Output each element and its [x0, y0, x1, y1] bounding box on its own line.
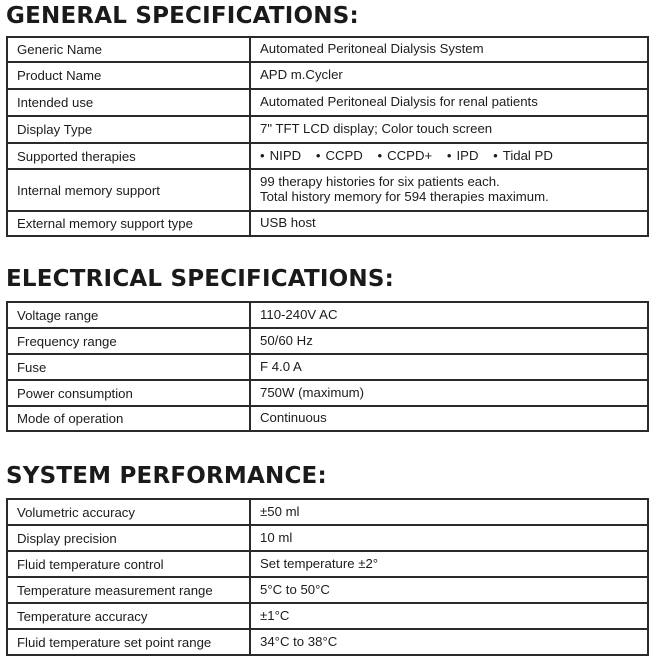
- spec-value: Continuous: [250, 406, 648, 431]
- spec-label: Fluid temperature control: [7, 551, 250, 577]
- spec-label: External memory support type: [7, 211, 250, 236]
- table-row: [7, 406, 648, 431]
- table-row: [7, 143, 648, 169]
- spec-label: Generic Name: [7, 37, 250, 62]
- spec-value: 34°C to 38°C: [250, 629, 648, 655]
- table-row: [7, 211, 648, 236]
- table-row: [7, 525, 648, 551]
- table-row: [7, 302, 648, 328]
- spec-value: USB host: [250, 211, 648, 236]
- spec-label: Internal memory support: [7, 169, 250, 211]
- therapy-item: • IPD: [446, 147, 479, 163]
- spec-label: Voltage range: [7, 302, 250, 328]
- table-row: [7, 37, 648, 62]
- table-row: [7, 629, 648, 655]
- system-performance-heading: SYSTEM PERFORMANCE:: [6, 463, 327, 489]
- therapies-list: [250, 143, 648, 169]
- table-row: [7, 551, 648, 577]
- spec-label: Power consumption: [7, 380, 250, 406]
- memory-line-2: Total history memory for 594 therapies maximum.: [260, 189, 549, 204]
- spec-label: Temperature accuracy: [7, 603, 250, 629]
- table-row: [7, 354, 648, 380]
- spec-label: Mode of operation: [7, 406, 250, 431]
- table-row: [7, 380, 648, 406]
- spec-value: Automated Peritoneal Dialysis System: [250, 37, 648, 62]
- table-row: [7, 89, 648, 116]
- spec-value: 10 ml: [250, 525, 648, 551]
- table-row: [7, 116, 648, 143]
- spec-label: Temperature measurement range: [7, 577, 250, 603]
- spec-value: [250, 169, 648, 211]
- general-specifications-table: [6, 36, 649, 237]
- spec-label: Display Type: [7, 116, 250, 143]
- spec-label: Fuse: [7, 354, 250, 380]
- spec-value: 750W (maximum): [250, 380, 648, 406]
- spec-value: 5°C to 50°C: [250, 577, 648, 603]
- therapy-item: • Tidal PD: [493, 147, 553, 163]
- spec-value: F 4.0 A: [250, 354, 648, 380]
- spec-label: Frequency range: [7, 328, 250, 354]
- general-specifications-heading: GENERAL SPECIFICATIONS:: [6, 3, 359, 29]
- table-row: [7, 328, 648, 354]
- table-row: [7, 62, 648, 89]
- spec-value: ±1°C: [250, 603, 648, 629]
- therapy-item: • CCPD: [315, 147, 363, 163]
- spec-value: APD m.Cycler: [250, 62, 648, 89]
- spec-value: 50/60 Hz: [250, 328, 648, 354]
- spec-value: ±50 ml: [250, 499, 648, 525]
- spec-label: Product Name: [7, 62, 250, 89]
- memory-line-1: 99 therapy histories for six patients each.: [260, 174, 500, 190]
- table-row: [7, 603, 648, 629]
- spec-value: 110-240V AC: [250, 302, 648, 328]
- electrical-specifications-table: [6, 301, 649, 432]
- spec-value: 7" TFT LCD display; Color touch screen: [250, 116, 648, 143]
- therapy-item: • CCPD+: [377, 147, 433, 163]
- system-performance-table: [6, 498, 649, 656]
- spec-label: Fluid temperature set point range: [7, 629, 250, 655]
- spec-label: Intended use: [7, 89, 250, 116]
- table-row: [7, 577, 648, 603]
- spec-value: Automated Peritoneal Dialysis for renal patients: [250, 89, 648, 116]
- spec-label: Volumetric accuracy: [7, 499, 250, 525]
- table-row: [7, 169, 648, 211]
- electrical-specifications-heading: ELECTRICAL SPECIFICATIONS:: [6, 266, 395, 292]
- spec-label: Display precision: [7, 525, 250, 551]
- spec-value: Set temperature ±2°: [250, 551, 648, 577]
- table-row: [7, 499, 648, 525]
- therapy-item: • NIPD: [260, 147, 302, 163]
- spec-label: Supported therapies: [7, 143, 250, 169]
